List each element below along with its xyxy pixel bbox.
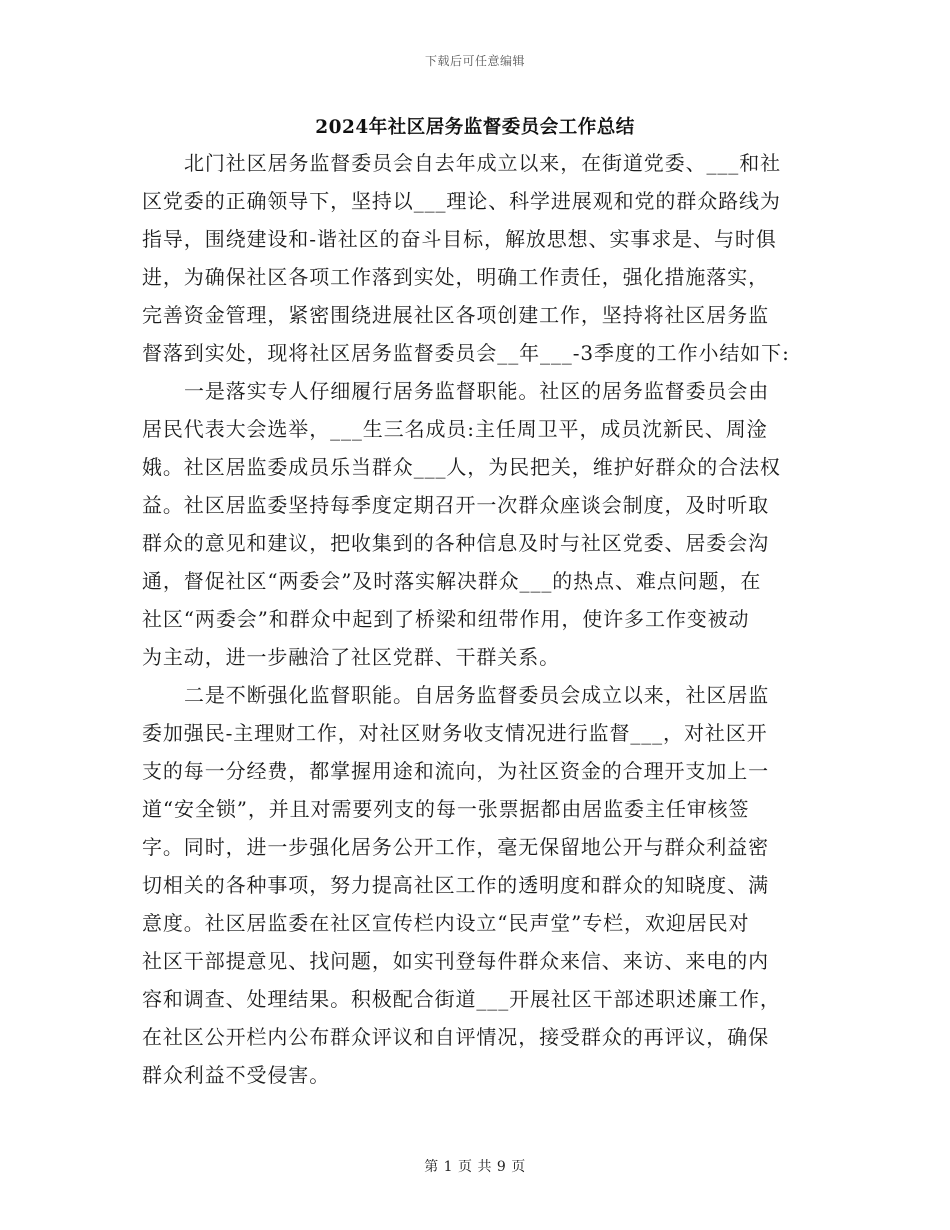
paragraph-3-line-6: 切相关的各种事项，努力提高社区工作的透明度和群众的知晓度、满	[142, 873, 769, 897]
paragraph-2-line-5: 群众的意见和建议，把收集到的各种信息及时与社区党委、居委会沟	[142, 531, 769, 555]
document-title: 2024年社区居务监督委员会工作总结	[315, 117, 635, 138]
paragraph-3-line-3: 支的每一分经费，都掌握用途和流向，为社区资金的合理开支加上一	[142, 759, 769, 783]
paragraph-2-line-2: 居民代表大会选举，___生三名成员:主任周卫平，成员沈新民、周淦	[142, 417, 768, 441]
paragraph-3-line-4: 道“安全锁”，并且对需要列支的每一张票据都由居监委主任审核签	[142, 797, 750, 821]
paragraph-2-line-6: 通，督促社区“两委会”及时落实解决群众___的热点、难点问题，在	[142, 569, 762, 593]
paragraph-3-line-1: 二是不断强化监督职能。自居务监督委员会成立以来，社区居监	[184, 683, 770, 707]
paragraph-3-line-9: 容和调查、处理结果。积极配合街道___开展社区干部述职述廉工作，	[142, 987, 781, 1011]
header-note: 下载后可任意编辑	[424, 54, 525, 68]
paragraph-2-line-8: 为主动，进一步融洽了社区党群、干群关系。	[142, 645, 560, 669]
paragraph-1-line-3: 指导，围绕建设和-谐社区的奋斗目标，解放思想、实事求是、与时俱	[142, 227, 777, 251]
paragraph-3-line-10: 在社区公开栏内公布群众评议和自评情况，接受群众的再评议，确保	[142, 1025, 769, 1049]
paragraph-1-line-6: 督落到实处，现将社区居务监督委员会__年___-3季度的工作小结如下:	[142, 341, 790, 365]
paragraph-3-line-7: 意度。社区居监委在社区宣传栏内设立“民声堂”专栏，欢迎居民对	[142, 911, 750, 935]
paragraph-2-line-1: 一是落实专人仔细履行居务监督职能。社区的居务监督委员会由	[184, 379, 770, 403]
paragraph-2-line-7: 社区“两委会”和群众中起到了桥梁和纽带作用，使许多工作变被动	[142, 607, 750, 631]
paragraph-3-line-2: 委加强民-主理财工作，对社区财务收支情况进行监督___，对社区开	[142, 721, 768, 745]
paragraph-2-line-4: 益。社区居监委坚持每季度定期召开一次群众座谈会制度，及时听取	[142, 493, 769, 517]
page-indicator: 第 1 页 共 9 页	[424, 1159, 526, 1175]
paragraph-3-line-11: 群众利益不受侵害。	[142, 1063, 331, 1087]
paragraph-1-line-1: 北门社区居务监督委员会自去年成立以来，在街道党委、___和社	[184, 151, 781, 175]
paragraph-1-line-5: 完善资金管理，紧密围绕进展社区各项创建工作，坚持将社区居务监	[142, 303, 769, 327]
document-body	[142, 144, 810, 1094]
paragraph-1-line-2: 区党委的正确领导下，坚持以___理论、科学进展观和党的群众路线为	[142, 189, 781, 213]
paragraph-2-line-3: 娥。社区居监委成员乐当群众___人，为民把关，维护好群众的合法权	[142, 455, 781, 479]
paragraph-3-line-5: 字。同时，进一步强化居务公开工作，毫无保留地公开与群众利益密	[142, 835, 769, 859]
paragraph-1-line-4: 进，为确保社区各项工作落到实处，明确工作责任，强化措施落实，	[142, 265, 769, 289]
paragraph-3-line-8: 社区干部提意见、找问题，如实刊登每件群众来信、来访、来电的内	[142, 949, 769, 973]
